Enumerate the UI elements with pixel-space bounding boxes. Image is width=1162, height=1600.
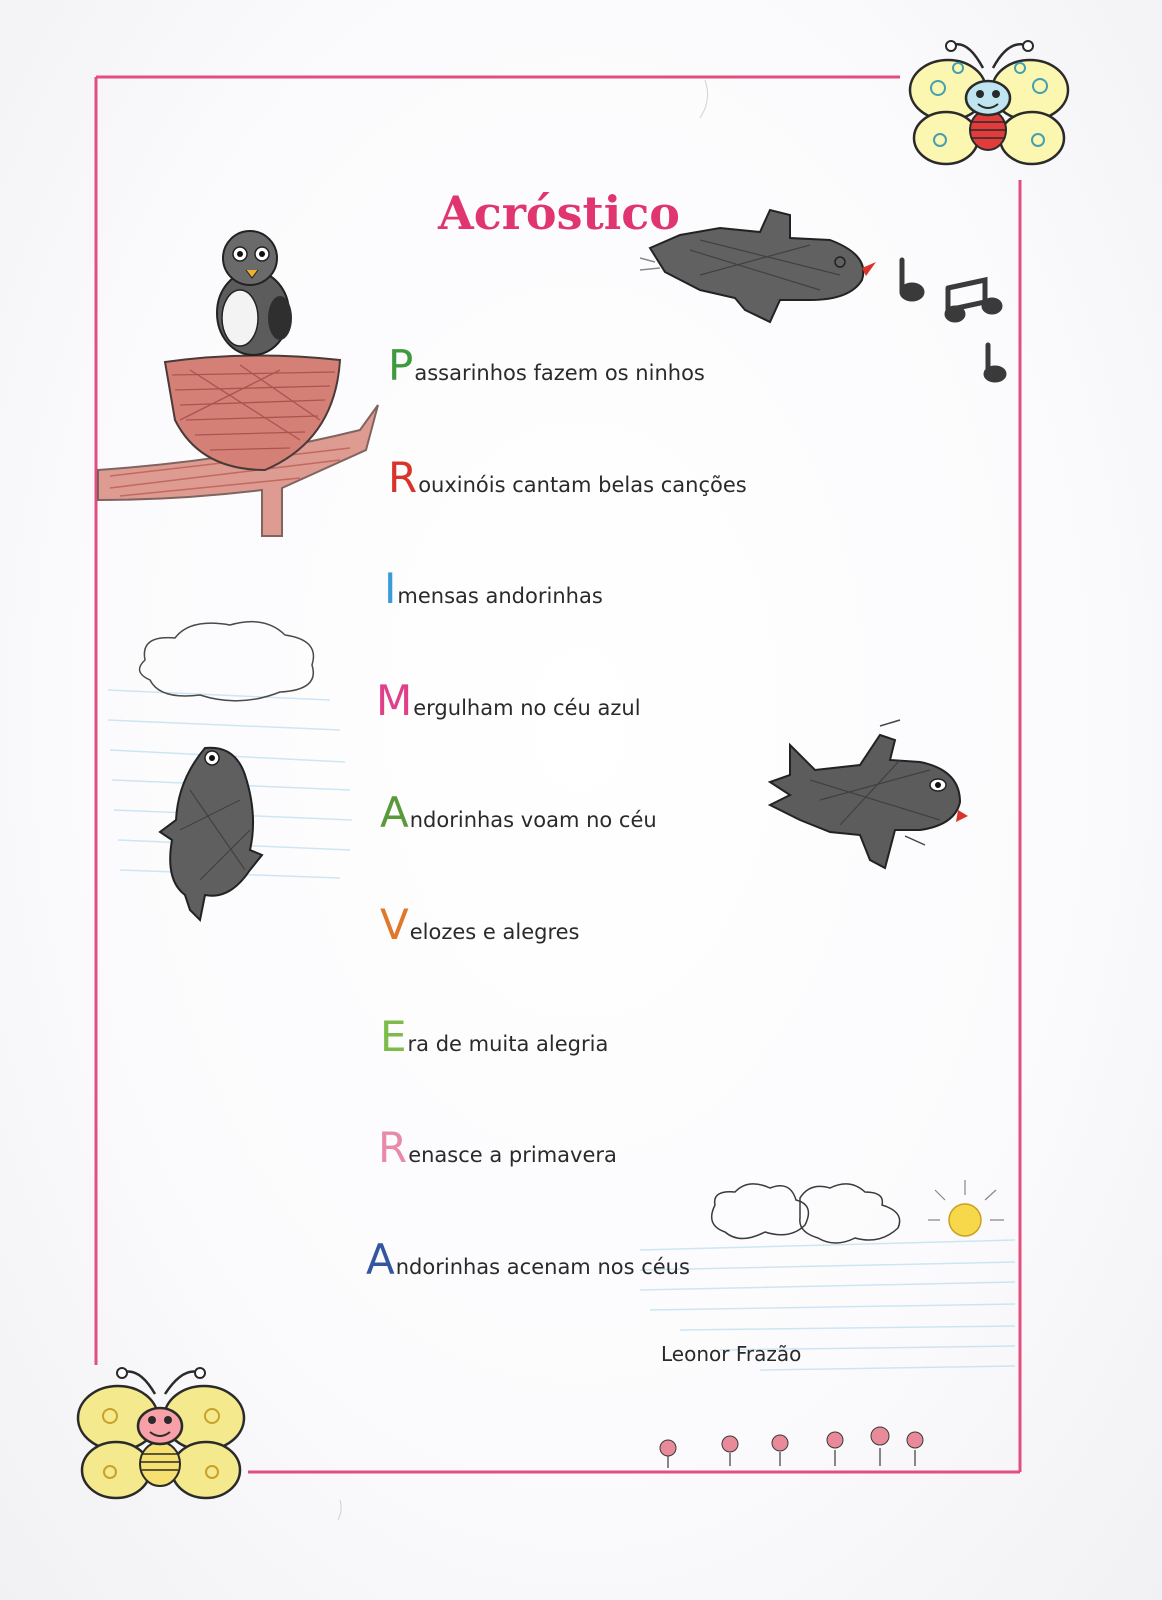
poem-line <box>384 564 603 613</box>
bird-in-nest-icon <box>98 231 378 536</box>
poem-line <box>376 676 641 725</box>
poem-line-text: ouxinóis cantam belas canções <box>418 473 747 497</box>
poem-line-initial: R <box>378 1123 408 1172</box>
poem-line <box>388 341 705 390</box>
poem-line-text: ergulham no céu azul <box>413 696 641 720</box>
music-notes-icon <box>902 260 1004 380</box>
poem-line-initial: A <box>380 788 409 837</box>
bird-left-icon <box>160 748 262 920</box>
poem-line-text: enasce a primavera <box>408 1143 617 1167</box>
poem-line-text: ra de muita alegria <box>407 1032 609 1056</box>
poem-line-initial: E <box>380 1012 407 1061</box>
butterfly-bottom-left-icon <box>78 1368 244 1498</box>
bird-right-icon <box>770 720 968 868</box>
cloud-left-icon <box>140 622 314 701</box>
poem-line-text: assarinhos fazem os ninhos <box>414 361 705 385</box>
poem-line-text: elozes e alegres <box>409 920 580 944</box>
poem-line-initial: P <box>388 341 414 390</box>
poem-line <box>380 788 657 837</box>
poem-title: Acróstico <box>438 186 680 240</box>
poem-line <box>378 1123 617 1172</box>
poem-line <box>380 1012 609 1061</box>
poem-line <box>366 1235 690 1284</box>
butterfly-top-right-icon <box>910 41 1068 164</box>
poem-line-initial: I <box>384 564 397 613</box>
flowers-icon <box>660 1427 923 1468</box>
poem-author: Leonor Frazão <box>661 1342 802 1366</box>
poem-line-initial: V <box>380 900 409 949</box>
poem-line-initial: M <box>376 676 413 725</box>
poem-line-text: ndorinhas voam no céu <box>409 808 657 832</box>
poem-line <box>388 453 747 502</box>
poem-line-text: mensas andorinhas <box>397 584 603 608</box>
poem-line-initial: R <box>388 453 418 502</box>
poem-line-initial: A <box>366 1235 395 1284</box>
clouds-and-sun-icon <box>712 1180 1004 1243</box>
poem-line-text: ndorinhas acenam nos céus <box>395 1255 690 1279</box>
poem-line <box>380 900 580 949</box>
